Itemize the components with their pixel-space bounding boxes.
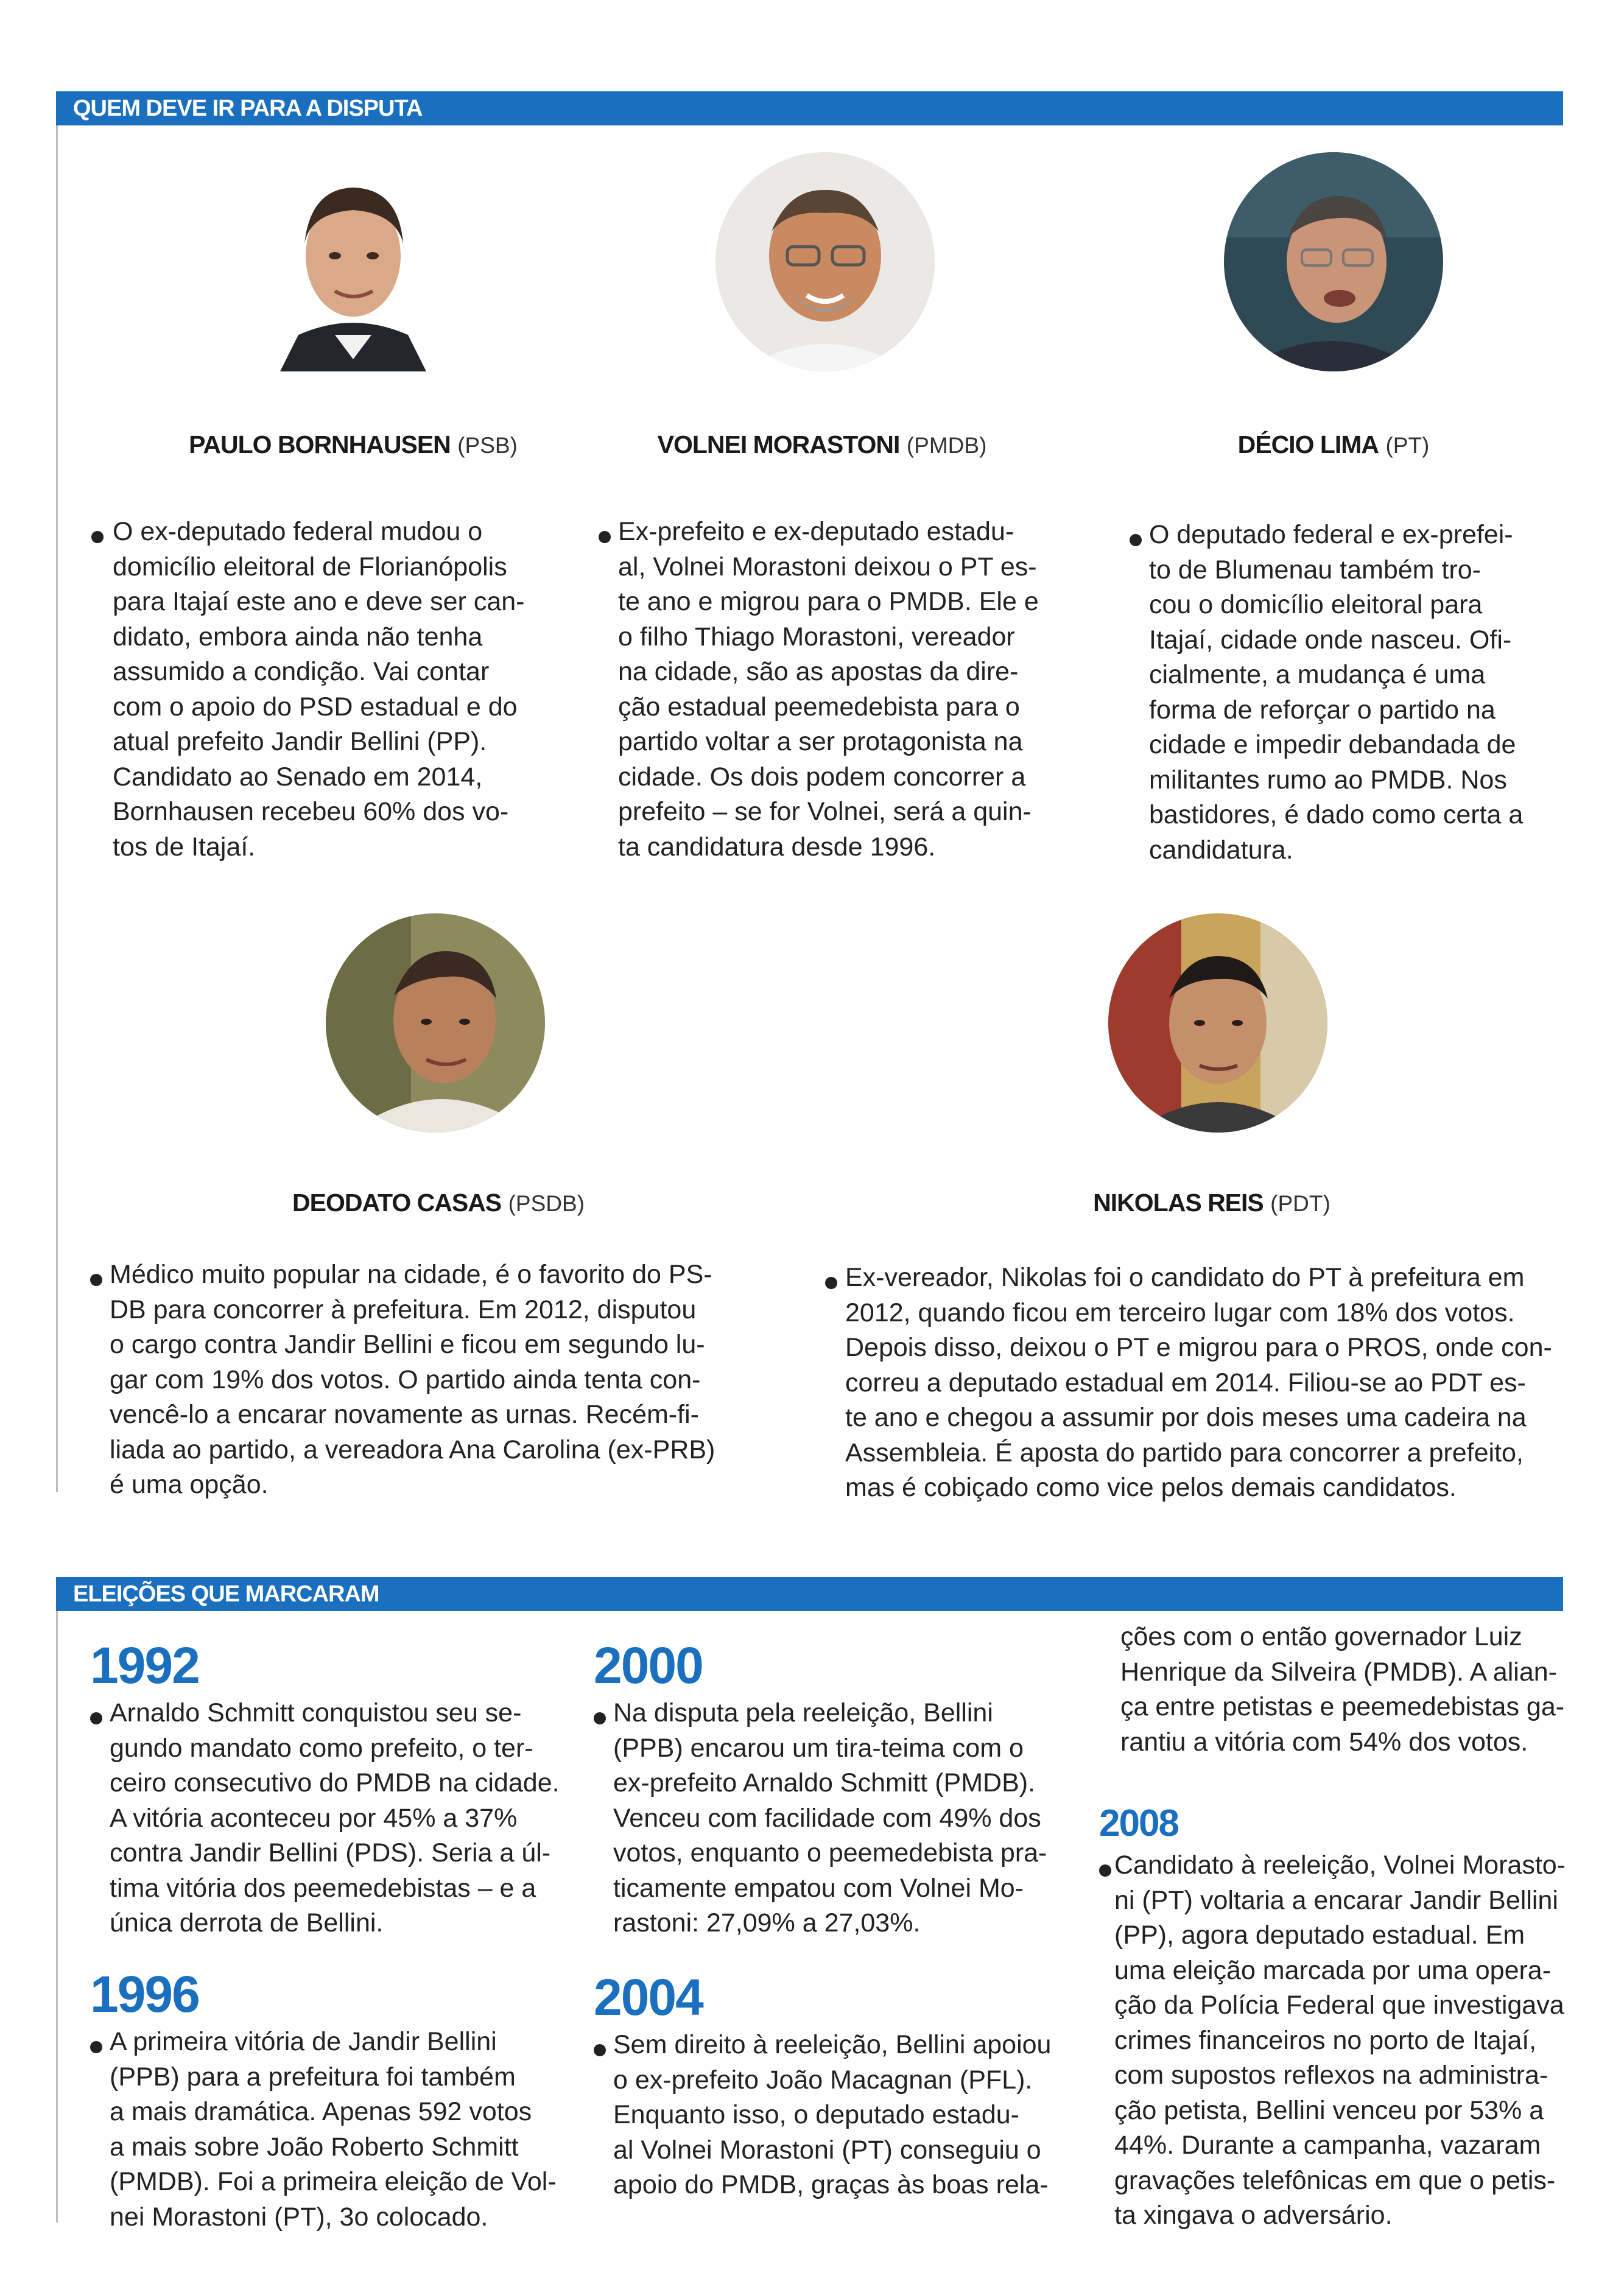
bullet-dot xyxy=(594,2044,606,2056)
text-line: militantes rumo ao PMDB. Nos xyxy=(1149,765,1507,795)
text-line: to de Blumenau também tro- xyxy=(1149,555,1481,585)
text-line: com o apoio do PSD estadual e do xyxy=(113,692,518,722)
text-line: (PPB) encarou um tira-teima com o xyxy=(613,1733,1024,1763)
photo-deodato-casas xyxy=(326,913,545,1133)
text-line: al, Volnei Morastoni deixou o PT es- xyxy=(618,552,1037,582)
text-line: crimes financeiros no porto de Itajaí, xyxy=(1114,2025,1537,2055)
text-line: nei Morastoni (PT), 3o colocado. xyxy=(110,2202,488,2232)
bullet-dot xyxy=(1099,1864,1111,1877)
text-line: Enquanto isso, o deputado estadu- xyxy=(613,2100,1020,2129)
photo-nikolas-reis xyxy=(1108,913,1327,1133)
text-line: para Itajaí este ano e deve ser can- xyxy=(113,587,525,616)
bullet-dot xyxy=(599,531,611,543)
text-line: Ex-prefeito e ex-deputado estadu- xyxy=(618,517,1014,546)
election-text-2008 xyxy=(1114,1848,1566,2233)
text-line: tos de Itajaí. xyxy=(113,832,256,862)
election-year-1992: 1992 xyxy=(90,1637,199,1694)
text-line: ex-prefeito Arnaldo Schmitt (PMDB). xyxy=(613,1768,1036,1797)
text-line: Candidato à reeleição, Volnei Morasto- xyxy=(1114,1850,1566,1880)
candidate-bio-5 xyxy=(845,1260,1567,1506)
text-line: o cargo contra Jandir Bellini e ficou em segundo lu- xyxy=(110,1330,705,1359)
text-line: assumido a condição. Vai contar xyxy=(113,657,490,686)
candidate-name-3 xyxy=(1096,426,1571,464)
election-year-1996: 1996 xyxy=(90,1966,199,2023)
bullet-dot xyxy=(594,1712,606,1724)
text-line: 44%. Durante a campanha, vazaram xyxy=(1114,2131,1541,2160)
bullet-dot xyxy=(1130,534,1142,546)
text-line: na cidade, são as apostas da dire- xyxy=(618,657,1019,686)
text-line: partido voltar a ser protagonista na xyxy=(618,727,1023,756)
text-line: didato, embora ainda não tenha xyxy=(113,622,483,652)
election-text-2000 xyxy=(613,1696,1058,1941)
text-line: forma de reforçar o partido na xyxy=(1149,695,1496,725)
text-line: candidatura. xyxy=(1149,835,1293,865)
left-rule-top xyxy=(56,91,58,1492)
text-line: a mais dramática. Apenas 592 votos xyxy=(110,2097,532,2126)
photo-paulo-bornhausen xyxy=(244,152,463,371)
text-line: (PPB) para a prefeitura foi também xyxy=(110,2062,516,2092)
text-line: rantiu a vitória com 54% dos votos. xyxy=(1120,1727,1528,1757)
candidate-party: (PT) xyxy=(1385,433,1430,458)
text-line: al Volnei Morastoni (PT) conseguiu o xyxy=(613,2135,1041,2165)
text-line: correu a deputado estadual em 2014. Filiou-se ao PDT es- xyxy=(845,1368,1526,1397)
text-line: Sem direito à reeleição, Bellini apoiou xyxy=(613,2030,1052,2059)
text-line: Arnaldo Schmitt conquistou seu se- xyxy=(110,1698,522,1727)
text-line: Assembleia. É aposta do partido para concorrer a prefeito, xyxy=(845,1438,1524,1467)
text-line: Bornhausen recebeu 60% dos vo- xyxy=(113,797,509,826)
left-rule-bottom xyxy=(56,1608,58,2223)
bullet-dot xyxy=(90,1712,102,1724)
bullet-dot xyxy=(90,2041,102,2053)
text-line: prefeito – se for Volnei, será a quin- xyxy=(618,797,1032,826)
text-line: (PP), agora deputado estadual. Em xyxy=(1114,1920,1525,1950)
text-line: liada ao partido, a vereadora Ana Carolina (ex-PRB) xyxy=(110,1435,715,1464)
text-line: uma eleição marcada por uma opera- xyxy=(1114,1955,1552,1985)
text-line: Médico muito popular na cidade, é o favorito do PS- xyxy=(110,1260,712,1289)
text-line: ni (PT) voltaria a encarar Jandir Bellini xyxy=(1114,1885,1558,1915)
text-line: votos, enquanto o peemedebista pra- xyxy=(613,1838,1047,1868)
text-line: ceiro consecutivo do PMDB na cidade. xyxy=(110,1768,560,1797)
text-line: ção petista, Bellini venceu por 53% a xyxy=(1114,2095,1544,2125)
text-line: Na disputa pela reeleição, Bellini xyxy=(613,1698,993,1727)
text-line: atual prefeito Jandir Bellini (PP). xyxy=(113,727,487,756)
candidate-name-5 xyxy=(962,1184,1461,1222)
text-line: ticamente empatou com Volnei Mo- xyxy=(613,1873,1024,1903)
election-year-2004: 2004 xyxy=(594,1969,703,2026)
candidate-bio-2 xyxy=(618,515,1056,865)
text-line: A vitória aconteceu por 45% a 37% xyxy=(110,1803,518,1833)
candidate-name-1 xyxy=(116,426,591,464)
text-line: mas é cobiçado como vice pelos demais candidatos. xyxy=(845,1473,1457,1502)
portrait-volnei-morastoni-icon xyxy=(715,152,935,371)
candidate-name-text: DÉCIO LIMA xyxy=(1237,430,1379,459)
portrait-decio-lima-icon xyxy=(1224,152,1443,371)
text-line: cidade. Os dois podem concorrer a xyxy=(618,762,1026,792)
text-line: vencê-lo a encarar novamente as urnas. Recém-fi- xyxy=(110,1400,699,1429)
text-line: gundo mandato como prefeito, o ter- xyxy=(110,1733,533,1763)
text-line: ça entre petistas e peemedebistas ga- xyxy=(1120,1692,1565,1721)
text-line: Candidato ao Senado em 2014, xyxy=(113,762,483,792)
candidate-name-text: PAULO BORNHAUSEN xyxy=(189,430,451,459)
election-year-2000: 2000 xyxy=(594,1637,703,1694)
text-line: DB para concorrer à prefeitura. Em 2012, disputou xyxy=(110,1295,697,1324)
text-line: O deputado federal e ex-prefei- xyxy=(1149,520,1513,549)
text-line: ções com o então governador Luiz xyxy=(1120,1622,1522,1651)
text-line: O ex-deputado federal mudou o xyxy=(113,517,483,546)
text-line: gravações telefônicas em que o petis- xyxy=(1114,2165,1556,2195)
candidate-bio-3 xyxy=(1149,518,1554,868)
candidate-bio-1 xyxy=(113,515,542,865)
text-line: apoio do PMDB, graças às boas rela- xyxy=(613,2170,1049,2199)
bullet-dot xyxy=(91,531,104,543)
text-line: ta candidatura desde 1996. xyxy=(618,832,936,862)
text-line: rastoni: 27,09% a 27,03%. xyxy=(613,1908,921,1938)
text-line: ção estadual peemedebista para o xyxy=(618,692,1020,722)
text-line: é uma opção. xyxy=(110,1470,269,1499)
portrait-nikolas-reis-icon xyxy=(1108,913,1327,1133)
text-line: cidade e impedir debandada de xyxy=(1149,730,1516,759)
candidate-name-2 xyxy=(585,426,1060,464)
election-text-1996 xyxy=(110,2025,557,2235)
text-line: o ex-prefeito João Macagnan (PFL). xyxy=(613,2065,1033,2095)
candidate-name-text: VOLNEI MORASTONI xyxy=(657,430,900,459)
text-line: Itajaí, cidade onde nasceu. Ofi- xyxy=(1149,625,1512,655)
text-line: 2012, quando ficou em terceiro lugar com 18% dos votos. xyxy=(845,1298,1515,1327)
election-text-1992 xyxy=(110,1696,560,1941)
candidate-name-4 xyxy=(189,1184,688,1222)
text-line: gar com 19% dos votos. O partido ainda tenta con- xyxy=(110,1365,701,1394)
election-year-2008: 2008 xyxy=(1099,1802,1178,1844)
text-line: única derrota de Bellini. xyxy=(110,1908,384,1938)
portrait-paulo-bornhausen-icon xyxy=(244,152,463,371)
election-text-2004-continued xyxy=(1120,1620,1566,1760)
text-line: Ex-vereador, Nikolas foi o candidato do PT à prefeitura em xyxy=(845,1263,1525,1292)
text-line: A primeira vitória de Jandir Bellini xyxy=(110,2027,497,2056)
text-line: com supostos reflexos na administra- xyxy=(1114,2061,1548,2090)
section-header-disputa: QUEM DEVE IR PARA A DISPUTA xyxy=(56,91,1563,125)
text-line: bastidores, é dado como certa a xyxy=(1149,800,1524,829)
candidate-party: (PMDB) xyxy=(906,433,987,458)
text-line: (PMDB). Foi a primeira eleição de Vol- xyxy=(110,2167,557,2196)
portrait-deodato-casas-icon xyxy=(326,913,545,1133)
text-line: ta xingava o adversário. xyxy=(1114,2201,1393,2230)
bullet-dot xyxy=(825,1277,837,1289)
text-line: domicílio eleitoral de Florianópolis xyxy=(113,552,507,582)
candidate-name-text: DEODATO CASAS xyxy=(292,1189,502,1217)
text-line: ção da Polícia Federal que investigava xyxy=(1114,1991,1564,2020)
candidate-party: (PSB) xyxy=(457,433,518,458)
candidate-party: (PSDB) xyxy=(508,1191,585,1216)
text-line: Henrique da Silveira (PMDB). A alian- xyxy=(1120,1657,1557,1687)
text-line: Depois disso, deixou o PT e migrou para o PROS, onde con- xyxy=(845,1333,1552,1362)
text-line: cou o domicílio eleitoral para xyxy=(1149,590,1483,619)
candidate-party: (PDT) xyxy=(1270,1191,1330,1216)
text-line: a mais sobre João Roberto Schmitt xyxy=(110,2132,519,2162)
bullet-dot xyxy=(90,1274,102,1286)
text-line: te ano e migrou para o PMDB. Ele e xyxy=(618,587,1039,616)
text-line: Venceu com facilidade com 49% dos xyxy=(613,1803,1041,1833)
photo-decio-lima xyxy=(1224,152,1443,371)
text-line: te ano e chegou a assumir por dois meses uma cadeira na xyxy=(845,1403,1527,1432)
text-line: tima vitória dos peemedebistas – e a xyxy=(110,1873,536,1903)
candidate-bio-4 xyxy=(110,1257,740,1503)
candidate-name-text: NIKOLAS REIS xyxy=(1093,1189,1264,1217)
section-header-eleicoes: ELEIÇÕES QUE MARCARAM xyxy=(56,1577,1563,1611)
text-line: contra Jandir Bellini (PDS). Seria a úl- xyxy=(110,1838,551,1868)
text-line: o filho Thiago Morastoni, vereador xyxy=(618,622,1015,652)
election-text-2004 xyxy=(613,2028,1058,2203)
photo-volnei-morastoni xyxy=(715,152,935,371)
text-line: cialmente, a mudança é uma xyxy=(1149,660,1486,689)
